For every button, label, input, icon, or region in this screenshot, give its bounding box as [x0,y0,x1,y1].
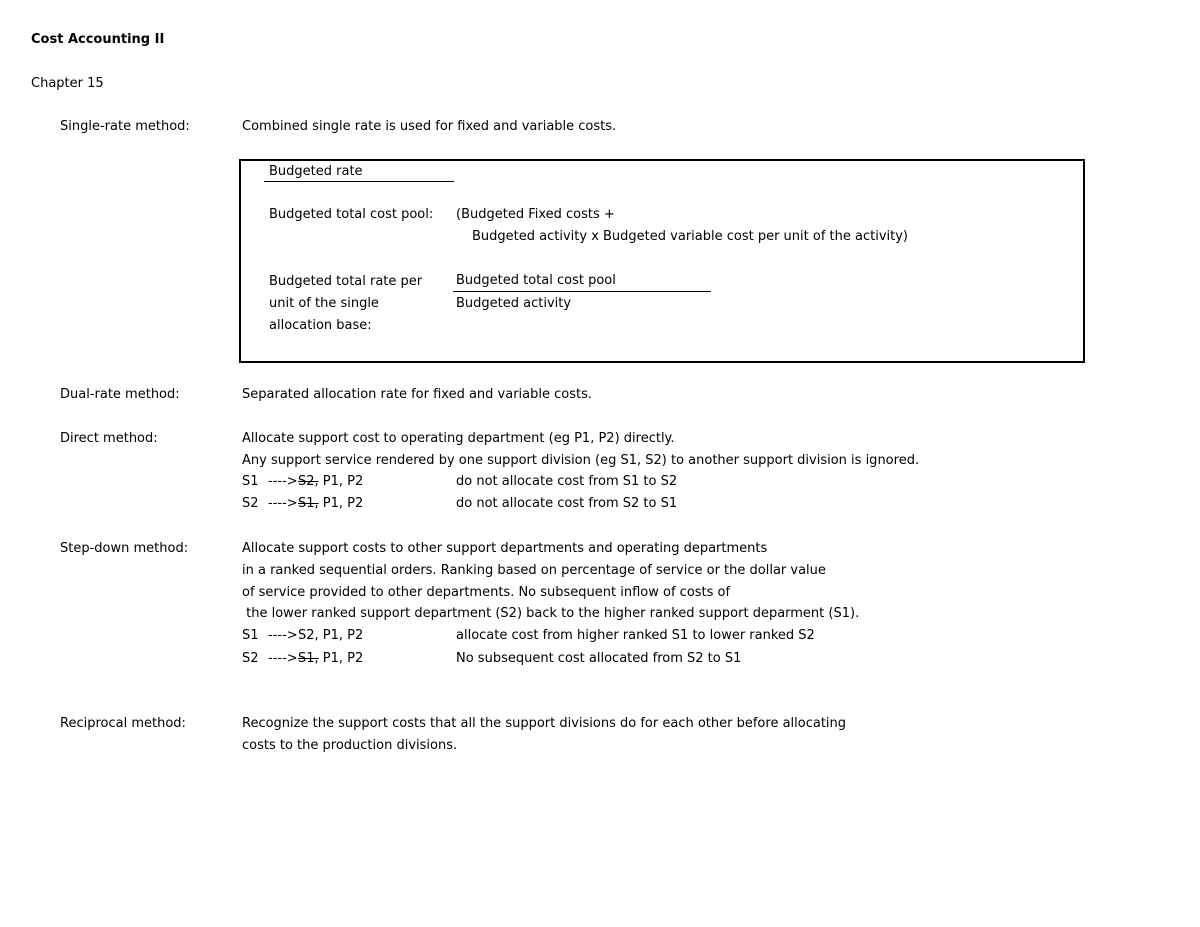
direct-row1-source: S1 [242,474,259,489]
direct-row1-arrow: ----> [268,474,298,489]
step-down-label: Step-down method: [60,541,189,556]
direct-row2-arrow: ----> [268,496,298,511]
rate-label-line3: allocation base: [269,318,372,333]
step-down-row1-source: S1 [242,628,259,643]
reciprocal-line2: costs to the production divisions. [242,738,458,753]
step-down-row2-note: No subsequent cost allocated from S2 to S1 [456,651,742,666]
direct-row1-allocation [298,474,363,490]
step-down-row2-struck-target: S1, [298,651,319,666]
direct-row1-struck-target: S2, [298,474,319,489]
step-down-row1-arrow: ----> [268,628,298,643]
rate-label-line1: Budgeted total rate per [269,274,423,289]
direct-line1: Allocate support cost to operating department (eg P1, P2) directly. [242,431,675,446]
budgeted-rate-underline [264,181,454,182]
dual-rate-description: Separated allocation rate for fixed and variable costs. [242,387,593,402]
single-rate-label: Single-rate method: [60,119,190,134]
direct-row2-targets: P1, P2 [322,496,364,511]
fraction-bar [453,291,711,292]
direct-label: Direct method: [60,431,158,446]
cost-pool-formula-line2: Budgeted activity x Budgeted variable cost per unit of the activity) [472,229,909,244]
direct-row2-source: S2 [242,496,259,511]
step-down-row2-targets: P1, P2 [322,651,364,666]
step-down-line2: in a ranked sequential orders. Ranking based on percentage of service or the dollar value [242,563,826,578]
step-down-row1-note: allocate cost from higher ranked S1 to lower ranked S2 [456,628,815,643]
document-title: Cost Accounting II [31,32,165,47]
rate-label-line2: unit of the single [269,296,379,311]
cost-pool-formula-line1: (Budgeted Fixed costs + [456,207,615,222]
direct-row2-allocation [298,496,363,512]
budgeted-rate-heading: Budgeted rate [269,164,363,179]
rate-denominator: Budgeted activity [456,296,572,311]
step-down-row1-targets: S2, P1, P2 [298,628,364,643]
cost-pool-label: Budgeted total cost pool: [269,207,434,222]
direct-row2-struck-target: S1, [298,496,319,511]
single-rate-description: Combined single rate is used for fixed and variable costs. [242,119,617,134]
dual-rate-label: Dual-rate method: [60,387,180,402]
step-down-line3: of service provided to other departments. No subsequent inflow of costs of [242,585,731,600]
direct-row1-note: do not allocate cost from S1 to S2 [456,474,678,489]
direct-row1-targets: P1, P2 [322,474,364,489]
step-down-row2-arrow: ----> [268,651,298,666]
step-down-line1: Allocate support costs to other support departments and operating departments [242,541,768,556]
step-down-row2-allocation [298,651,363,667]
step-down-line4: the lower ranked support department (S2) back to the higher ranked support deparment (S1). [242,606,860,621]
chapter-heading: Chapter 15 [31,76,104,91]
reciprocal-label: Reciprocal method: [60,716,186,731]
reciprocal-line1: Recognize the support costs that all the support divisions do for each other before allocating [242,716,847,731]
direct-row2-note: do not allocate cost from S2 to S1 [456,496,678,511]
step-down-row2-source: S2 [242,651,259,666]
rate-numerator: Budgeted total cost pool [456,273,616,288]
direct-line2: Any support service rendered by one support division (eg S1, S2) to another support division is ignored. [242,453,920,468]
